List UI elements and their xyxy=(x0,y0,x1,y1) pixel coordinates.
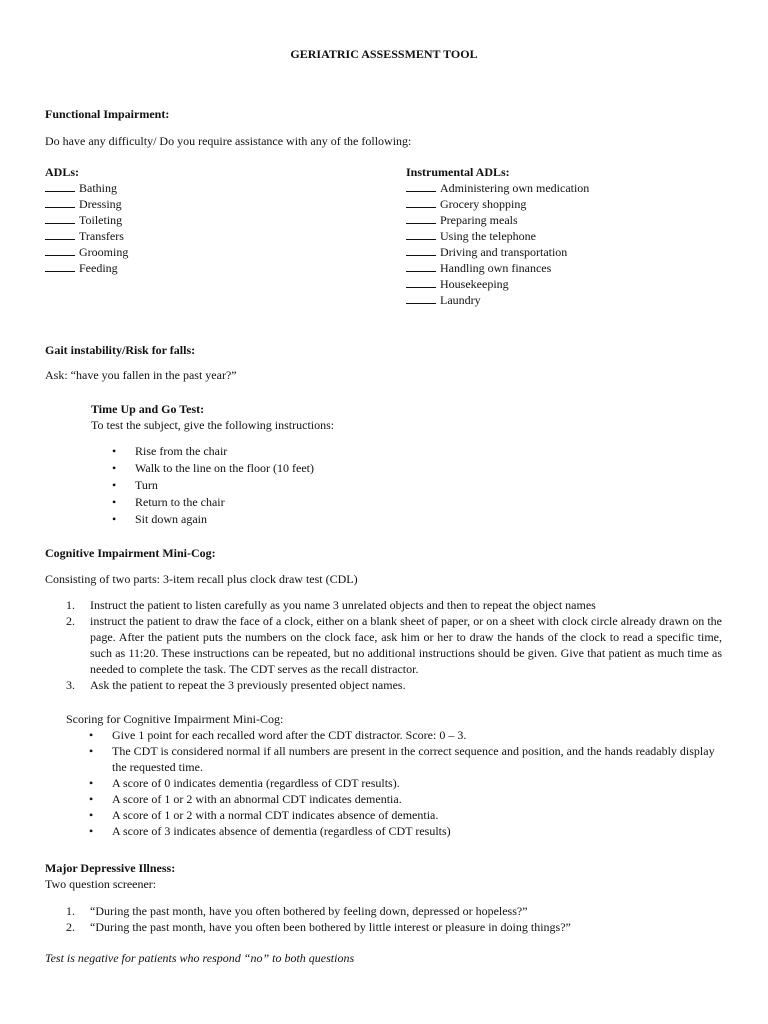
iadl-item-label: Grocery shopping xyxy=(440,197,527,211)
iadl-item xyxy=(406,196,589,212)
iadl-item xyxy=(406,228,589,244)
iadl-item xyxy=(406,212,589,228)
item-text: “During the past month, have you often been bothered by little interest or pleasure in doing things?” xyxy=(90,920,571,934)
cognitive-heading: Cognitive Impairment Mini-Cog: xyxy=(45,546,216,560)
scoring-item: • A score of 3 indicates absence of dementia (regardless of CDT results) xyxy=(89,823,721,839)
iadl-item xyxy=(406,180,589,196)
iadl-item-label: Laundry xyxy=(440,293,481,307)
depression-question xyxy=(66,919,722,935)
functional-heading: Functional Impairment: xyxy=(45,107,170,121)
cognitive-intro: Consisting of two parts: 3-item recall plus clock draw test (CDL) xyxy=(45,572,358,586)
item-number: 2. xyxy=(66,920,75,934)
blank-line xyxy=(406,244,436,256)
iadl-item xyxy=(406,292,589,308)
scoring-item: • A score of 1 or 2 with an abnormal CDT indicates dementia. xyxy=(89,791,721,807)
scoring-heading: Scoring for Cognitive Impairment Mini-Cog: xyxy=(66,712,284,726)
iadl-item xyxy=(406,244,589,260)
iadl-item-label: Housekeeping xyxy=(440,277,509,291)
item-number: 1. xyxy=(66,598,75,612)
gait-ask: Ask: “have you fallen in the past year?” xyxy=(45,368,237,382)
blank-line xyxy=(45,212,75,224)
adl-item xyxy=(45,196,128,212)
iadl-item-label: Handling own finances xyxy=(440,261,552,275)
adl-item xyxy=(45,212,128,228)
depression-question xyxy=(66,903,722,919)
scoring-item: • A score of 1 or 2 with a normal CDT indicates absence of dementia. xyxy=(89,807,721,823)
adl-item xyxy=(45,244,128,260)
depression-questions-list xyxy=(66,903,722,935)
tug-step: • Rise from the chair xyxy=(112,443,314,460)
adl-item xyxy=(45,180,128,196)
blank-line xyxy=(45,196,75,208)
depression-heading: Major Depressive Illness: xyxy=(45,861,176,875)
iadl-item xyxy=(406,260,589,276)
cognitive-step xyxy=(66,613,722,677)
adl-item xyxy=(45,228,128,244)
blank-line xyxy=(45,180,75,192)
gait-heading: Gait instability/Risk for falls: xyxy=(45,343,196,357)
iadls-list xyxy=(406,180,589,308)
adl-item-label: Dressing xyxy=(79,197,122,211)
adl-item xyxy=(45,260,128,276)
scoring-item: • Give 1 point for each recalled word after the CDT distractor. Score: 0 – 3. xyxy=(89,727,721,743)
adl-item-label: Bathing xyxy=(79,181,117,195)
iadl-item-label: Preparing meals xyxy=(440,213,518,227)
item-text: Instruct the patient to listen carefully as you name 3 unrelated objects and then to repeat the object names xyxy=(90,598,596,612)
tug-step: • Return to the chair xyxy=(112,494,314,511)
blank-line xyxy=(406,228,436,240)
scoring-item: • The CDT is considered normal if all numbers are present in the correct sequence and position, and the hands readably display the requested time. xyxy=(89,743,721,775)
document-title: GERIATRIC ASSESSMENT TOOL xyxy=(290,47,478,61)
depression-intro: Two question screener: xyxy=(45,877,157,891)
iadl-item xyxy=(406,276,589,292)
blank-line xyxy=(45,244,75,256)
adl-item-label: Toileting xyxy=(79,213,123,227)
iadl-item-label: Using the telephone xyxy=(440,229,536,243)
blank-line xyxy=(45,260,75,272)
item-text: Ask the patient to repeat the 3 previously presented object names. xyxy=(90,678,406,692)
iadls-heading: Instrumental ADLs: xyxy=(406,165,510,179)
adls-heading: ADLs: xyxy=(45,165,80,179)
iadls-column xyxy=(406,164,589,308)
blank-line xyxy=(406,180,436,192)
adl-item-label: Transfers xyxy=(79,229,124,243)
item-text: instruct the patient to draw the face of a clock, either on a blank sheet of paper, or on a sheet with clock circle already drawn on the page. After the patient puts the numbers on the clock face, ask him or her to draw the hands of the clock to read a specific time, such as 11:20. These instructions can be repeated, but no additional instructions should be given. Give that patient as much time as needed to complete the task. The CDT serves as the recall distractor. xyxy=(90,614,722,676)
tug-step: • Turn xyxy=(112,477,314,494)
tug-steps-list xyxy=(112,443,314,528)
cognitive-step xyxy=(66,677,722,693)
cognitive-step xyxy=(66,597,722,613)
adls-column xyxy=(45,164,128,276)
blank-line xyxy=(406,276,436,288)
cognitive-steps-list xyxy=(66,597,722,693)
iadl-item-label: Administering own medication xyxy=(440,181,590,195)
tug-heading: Time Up and Go Test: xyxy=(91,402,205,416)
tug-step: • Sit down again xyxy=(112,511,314,528)
depression-note: Test is negative for patients who respond “no” to both questions xyxy=(45,951,355,965)
item-number: 1. xyxy=(66,904,75,918)
adl-item-label: Feeding xyxy=(79,261,118,275)
blank-line xyxy=(406,260,436,272)
tug-intro: To test the subject, give the following instructions: xyxy=(91,418,335,432)
item-number: 2. xyxy=(66,614,75,628)
item-number: 3. xyxy=(66,678,75,692)
adls-list xyxy=(45,180,128,276)
scoring-list xyxy=(89,727,721,839)
blank-line xyxy=(406,196,436,208)
blank-line xyxy=(406,292,436,304)
tug-step: • Walk to the line on the floor (10 feet) xyxy=(112,460,314,477)
blank-line xyxy=(406,212,436,224)
blank-line xyxy=(45,228,75,240)
scoring-item: • A score of 0 indicates dementia (regardless of CDT results). xyxy=(89,775,721,791)
item-text: “During the past month, have you often bothered by feeling down, depressed or hopeless?” xyxy=(90,904,528,918)
functional-question: Do have any difficulty/ Do you require assistance with any of the following: xyxy=(45,134,412,148)
adl-item-label: Grooming xyxy=(79,245,129,259)
iadl-item-label: Driving and transportation xyxy=(440,245,568,259)
